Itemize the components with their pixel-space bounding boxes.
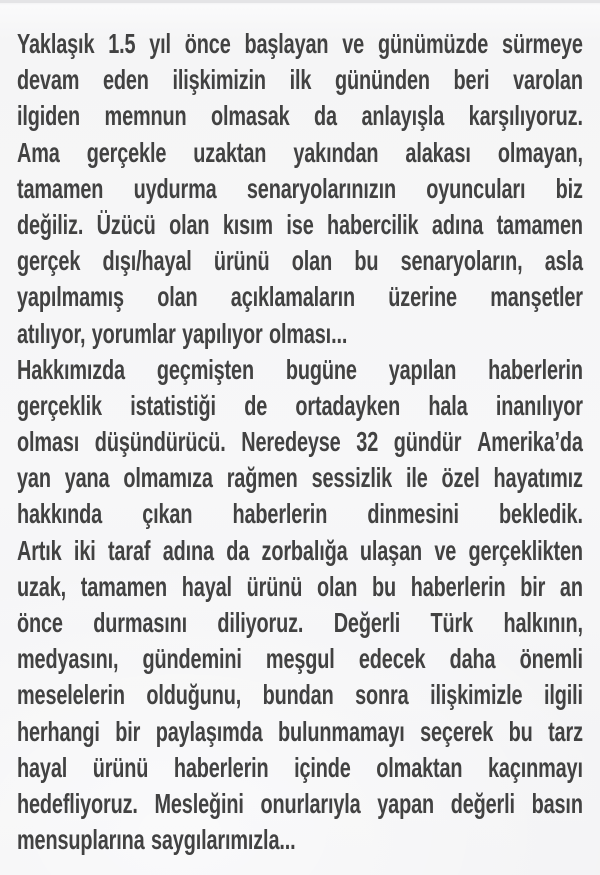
statement-text [17,26,583,858]
word: sürmeye [502,28,583,59]
word: haberlerin [232,498,328,530]
word: başlayan [244,28,329,59]
text-line [17,460,583,496]
word: Artık [17,534,62,566]
word: bir [520,570,546,602]
word: gününden [334,64,430,96]
word: yan [17,462,51,494]
word: Değerli [333,607,401,638]
word: 1.5 [108,28,136,59]
word: durmasını [93,607,188,638]
word: ulaşan [359,534,423,566]
word: değerli [450,787,515,819]
word: yapılmamış [17,281,124,313]
word: yapılıyor [182,317,263,349]
text-line [17,388,583,424]
word: meselelerin [17,679,125,711]
word: bulunmamayı [278,715,405,747]
word: devam [17,64,80,96]
text-line [17,496,583,532]
word: tamamen [496,208,583,240]
word: olan [291,245,333,277]
word: oyuncuları [426,172,526,204]
text-line [17,641,583,677]
word: beri [453,64,490,96]
word: ise [286,208,314,240]
word: yıl [149,28,171,59]
word: halkının, [503,607,583,638]
word: Amerika’da [477,426,583,458]
word: Mesleğini [154,787,244,819]
word: ve [342,28,365,59]
word: manşetler [490,281,583,313]
word: hala [428,389,468,421]
word: kaçınmayı [487,751,583,783]
word: inanılıyor [495,389,583,421]
word: uzak, [17,570,67,602]
word: memnun [104,100,187,132]
word: seçerek [420,715,494,747]
text-line [17,352,583,388]
word: gündemini [142,643,242,675]
word: olan [169,208,210,240]
word: dinmesini [367,498,459,530]
word: yapan [377,787,435,819]
word: ilgiden [17,100,81,132]
word: değiliz. [17,208,84,240]
word: Üzücü [96,208,156,240]
word: hayal [181,570,232,602]
word: an [559,570,583,602]
word: meşgul [265,643,335,675]
text-line [17,786,583,822]
word: düşündürücü. [94,426,226,458]
text-line [17,677,583,713]
word: da [314,100,337,132]
word: basın [531,787,583,819]
word: ve [434,534,457,566]
word: tamamen [17,172,104,204]
word: olmayan, [497,136,583,168]
word: rağmen [226,462,298,494]
word: önce [184,28,231,59]
word: asla [544,245,583,277]
word: bu [354,245,379,277]
word: adına [431,208,484,240]
word: gerçeklikten [468,534,583,566]
word: ortadayken [295,389,401,421]
word: medyasını, [17,643,119,675]
word: üzerine [388,281,457,313]
word: gündür [393,426,462,458]
word: ürünü [246,570,303,602]
text-line [17,316,583,352]
word: tarz [548,715,583,747]
word: çıkan [142,498,193,530]
text-line [17,750,583,786]
word: taraf [107,534,151,566]
word: eden [102,64,149,96]
word: olduğunu, [146,679,242,711]
word: yapılan [388,353,457,385]
word: hayatımız [493,462,583,494]
word: olmaktan [376,751,463,783]
word: yana [64,462,110,494]
word: saygılarımızla... [150,824,296,856]
text-line [17,135,583,171]
word: Yaklaşık [17,28,95,59]
word: özel [441,462,480,494]
word: önce [17,607,63,638]
word: bu [372,570,397,602]
word: edecek [358,643,426,675]
word: Hakkımızda [17,353,125,385]
word: olması [17,426,80,458]
word: alakası [405,136,471,168]
text-line [17,533,583,569]
word: hayal [17,751,68,783]
word: ürünü [92,751,149,783]
text-line [17,26,583,62]
word: Ama [17,136,60,168]
word: gerçeklik [17,389,102,421]
word: yakından [293,136,379,168]
word: içinde [294,751,351,783]
word: haberlerin [410,570,506,602]
word: ile [405,462,428,494]
word: günümüzde [377,28,489,59]
word: olması... [268,317,348,349]
text-line [17,62,583,98]
word: istatistiği [130,389,216,421]
word: karşılıyoruz. [468,100,583,132]
word: yorumlar [91,317,176,349]
word: zorbalığa [261,534,348,566]
word: onurlarıyla [260,787,361,819]
word: açıklamaların [230,281,355,313]
word: bundan [262,679,334,711]
word: sonra [355,679,409,711]
word: tamamen [80,570,168,602]
word: olan [316,570,358,602]
text-line [17,822,583,858]
word: hakkında [17,498,103,530]
text-line [17,207,583,243]
word: geçmişten [156,353,254,385]
word: haberlerin [488,353,583,385]
word: ürünü [213,245,270,277]
word: Türk [430,607,474,638]
word: diliyoruz. [217,607,304,638]
word: daha [449,643,496,675]
word: anlayışla [361,100,445,132]
word: adına [162,534,214,566]
text-line [17,714,583,750]
text-line [17,171,583,207]
word: iki [73,534,96,566]
word: bugüne [285,353,357,385]
word: dışı/hayal [102,245,192,277]
text-line [17,605,583,641]
text-line [17,569,583,605]
word: gerçek [17,245,81,277]
word: varolan [513,64,583,96]
text-line [17,243,583,279]
word: ilişkimizin [172,64,266,96]
word: ilgili [543,679,583,711]
text-line [17,424,583,460]
word: senaryolarınızın [246,172,396,204]
word: herhangi [17,715,100,747]
word: paylaşımda [155,715,263,747]
word: bu [508,715,533,747]
word: da [226,534,250,566]
word: sessizlik [311,462,393,494]
text-line [17,98,583,134]
text-line [17,279,583,315]
word: de [244,389,268,421]
word: olmamıza [123,462,213,494]
word: habercilik [327,208,419,240]
word: Neredeyse [241,426,341,458]
word: atılıyor, [17,317,86,349]
word: uzaktan [193,136,267,168]
word: mensuplarına [17,824,145,856]
word: olmasak [211,100,290,132]
word: ilk [289,64,312,96]
word: önemli [519,643,583,675]
top-edge-shade [0,0,600,3]
word: senaryoların, [400,245,523,277]
word: kısım [222,208,273,240]
word: ilişkimizle [430,679,523,711]
word: olan [157,281,198,313]
word: hedefliyoruz. [17,787,138,819]
word: uydurma [133,172,217,204]
word: biz [555,172,583,204]
word: bir [115,715,141,747]
word: 32 [356,426,379,458]
word: bekledik. [499,498,583,530]
word: haberlerin [173,751,269,783]
word: gerçekle [86,136,167,168]
